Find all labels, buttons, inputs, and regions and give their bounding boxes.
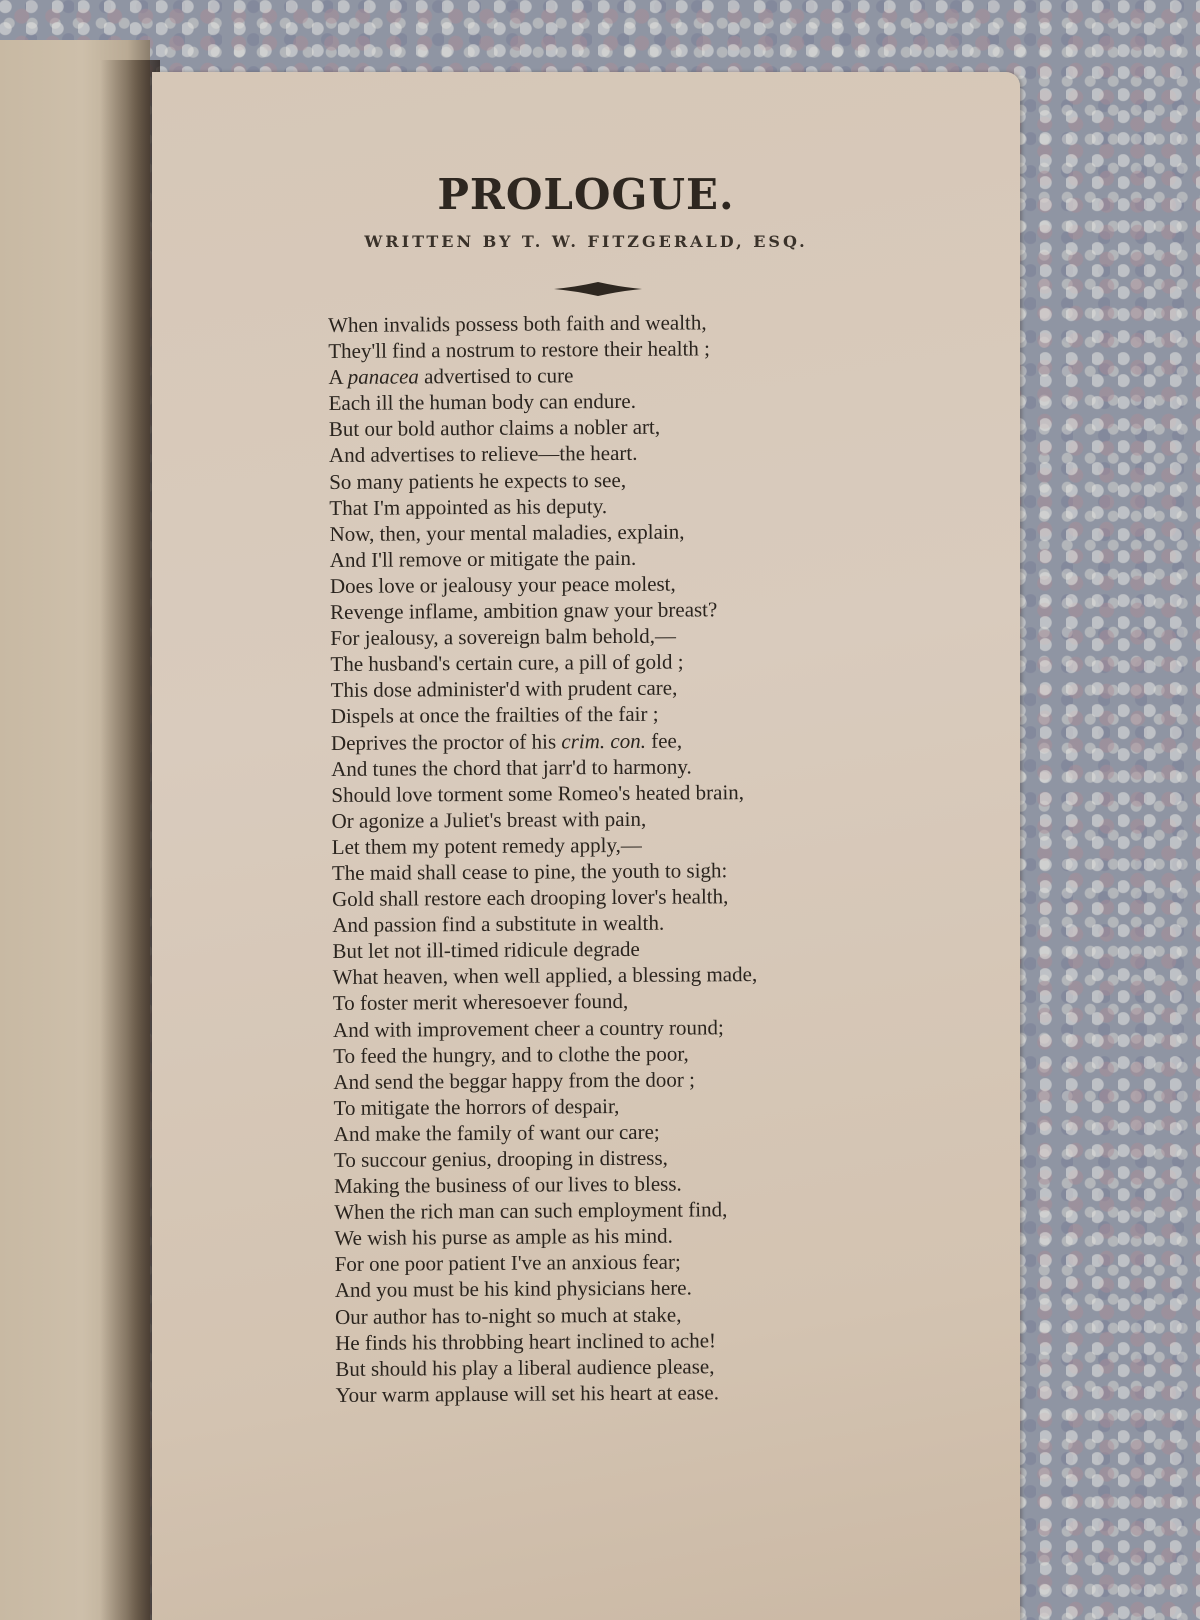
poem-line: The husband's certain cure, a pill of gold ; (330, 649, 684, 677)
poem-line: Revenge inflame, ambition gnaw your breast? (330, 597, 718, 625)
poem-line: And I'll remove or mitigate the pain. (329, 545, 637, 572)
poem-line: To foster merit wheresoever found, (332, 989, 629, 1016)
poem-line: They'll find a nostrum to restore their health ; (328, 336, 711, 364)
poem-line: And send the beggar happy from the door ; (333, 1067, 696, 1094)
poem-line: We wish his purse as ample as his mind. (334, 1223, 673, 1251)
poem-line: Each ill the human body can endure. (328, 389, 637, 416)
poem-line: To succour genius, drooping in distress, (333, 1145, 668, 1172)
poem-line: But should his play a liberal audience please, (335, 1354, 715, 1381)
poem-line: Making the business of our lives to bless. (334, 1171, 682, 1199)
poem-line: And tunes the chord that jarr'd to harmony. (331, 754, 692, 781)
page-title: PROLOGUE. (437, 170, 735, 219)
poem-line: A panacea advertised to cure (328, 363, 574, 390)
poem-lines (328, 308, 896, 1408)
poem-line: This dose administer'd with prudent care, (330, 675, 678, 703)
poem-line: Your warm applause will set his heart at ease. (335, 1380, 719, 1407)
poem-line: And with improvement cheer a country round; (332, 1014, 724, 1042)
poem-line: And advertises to relieve—the heart. (328, 441, 638, 468)
poem-line: And make the family of want our care; (333, 1119, 660, 1146)
poem-line: But let not ill-timed ridicule degrade (332, 937, 640, 964)
poem-line: When the rich man can such employment find, (334, 1197, 728, 1225)
poem-line: Gold shall restore each drooping lover's health, (332, 884, 729, 912)
poem-line: That I'm appointed as his deputy. (329, 493, 608, 520)
poem-line: To mitigate the horrors of despair, (333, 1093, 620, 1120)
book-page (152, 72, 1020, 1620)
book-gutter (100, 60, 160, 1620)
poem-line: Our author has to-night so much at stake, (334, 1302, 682, 1329)
poem-line: For jealousy, a sovereign balm behold,— (330, 623, 677, 651)
page-subtitle: WRITTEN BY T. W. FITZGERALD, ESQ. (364, 232, 808, 251)
poem-line: He finds his throbbing heart inclined to ache! (335, 1327, 717, 1355)
poem-line: Deprives the proctor of his crim. con. fee, (330, 728, 683, 755)
poem-line: Or agonize a Juliet's breast with pain, (331, 806, 647, 833)
poem-line: And you must be his kind physicians here. (334, 1275, 692, 1303)
poem-line: Should love torment some Romeo's heated brain, (331, 779, 745, 807)
poem-line: For one poor patient I've an anxious fear; (334, 1249, 681, 1277)
poem-line: The maid shall cease to pine, the youth to sigh: (331, 858, 728, 885)
poem-line: Does love or jealousy your peace molest, (329, 571, 676, 598)
poem-line: And passion find a substitute in wealth. (332, 910, 665, 938)
poem-line: When invalids possess both faith and wealth, (328, 310, 707, 337)
poem-line: But our bold author claims a nobler art, (328, 415, 661, 442)
poem-line: What heaven, when well applied, a blessing made, (332, 962, 758, 990)
ornament-divider (554, 282, 642, 296)
poem-line: To feed the hungry, and to clothe the poor, (333, 1041, 689, 1068)
poem-line: Dispels at once the frailties of the fair ; (330, 702, 659, 729)
poem-line: So many patients he expects to see, (329, 467, 627, 494)
poem-line: Now, then, your mental maladies, explain, (329, 519, 685, 546)
poem-line: Let them my potent remedy apply,— (331, 832, 642, 859)
